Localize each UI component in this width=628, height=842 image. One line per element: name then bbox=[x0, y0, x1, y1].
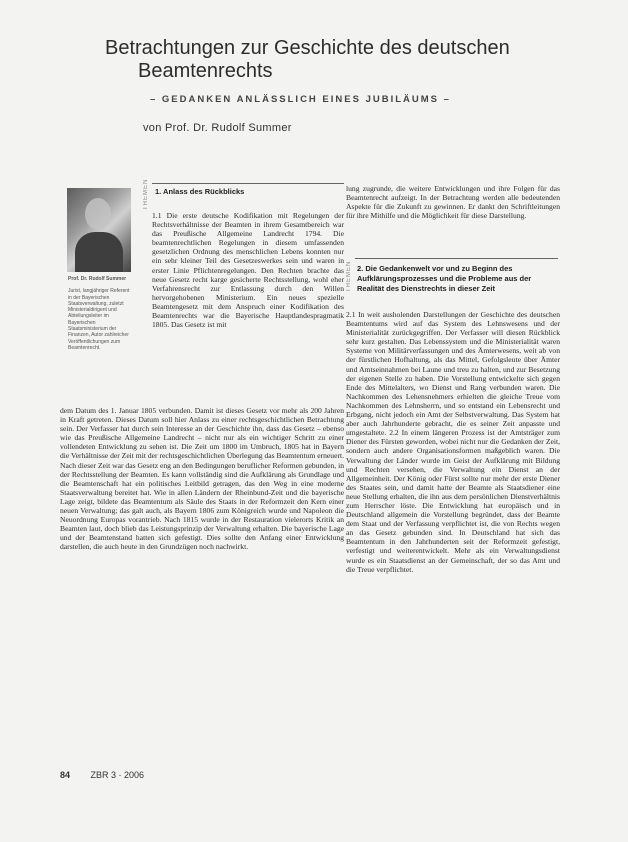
section2-vertical-label: THEMEN bbox=[346, 260, 352, 292]
caption-name: Prof. Dr. Rudolf Summer bbox=[68, 276, 127, 282]
column1-bottom-text: dem Datum des 1. Januar 1805 verbunden. Damit ist dieses Gesetz vor mehr als 200 Jahren in Kraft getreten. Dieses Datum soll hier Anlass zu einer rechtsgeschichtlichen Betrachtung sein. Der Verfasser hat durch sein Interesse an der Geschichte ihn, dass das Gesetz – ebenso wie das Preußische Allgemeine Landrecht – nicht nur als ein wichtiger Schritt zu einer vollendeten Entwicklung zu sehen ist. Die Zeit um 1800 im Umbruch, 1805 hat in Bayern die Verhältnisse der Zeit mit der rechtsgeschichtlichen Überlegung das Beamtentum erneuert. Nach dieser Zeit war das Gesetz eng an den Bedingungen beruflicher Reformen gebunden, in der Rechtsstellung der Beamten. Es kann vollständig sind die Aufklärung als Grundlage und die Beamtenschaft hat ein politisches Leitbild getragen, das den Weg in eine moderne Staatsverwaltung bereitet hat. Wie in allen Ländern der Rheinbund-Zeit und die bayerische Lage zeigt, bildete das Beamtentum als Säule des Staats in der Reformzeit den Kern einer neuen Verwaltung; das galt auch, als Bayern 1806 zum Königreich wurde und Napoleon die Neuordnung Europas vorantrieb. Nach 1815 wurde in der Restauration vielerorts Kritik an Beamten laut, doch blieb das Leistungsprinzip der Verwaltung erhalten. Die bayerische Lage und der Beamtenstand hatten sich gefestigt. Dies sollte den Anfang einer Entwicklung darstellen, die auch heute in den Grundzügen noch nachwirkt. bbox=[60, 406, 344, 552]
journal-issue: ZBR 3 · 2006 bbox=[90, 770, 145, 780]
section1-rule bbox=[152, 183, 344, 184]
title-line-1: Betrachtungen zur Geschichte des deutschen bbox=[105, 37, 510, 59]
author-photo-body bbox=[75, 232, 123, 272]
page-number: 84 bbox=[60, 770, 71, 780]
author-byline: von Prof. Dr. Rudolf Summer bbox=[143, 122, 292, 134]
section2-heading: 2. Die Gedankenwelt vor und zu Beginn des Aufklärungsprozesses und die Probleme aus der Realität des Dienstrechts in dieser Zeit bbox=[357, 264, 532, 293]
article-subtitle: – GEDANKEN ANLÄSSLICH EINES JUBILÄUMS – bbox=[150, 94, 451, 105]
author-photo-face bbox=[85, 198, 111, 230]
section1-heading: 1. Anlass des Rückblicks bbox=[155, 187, 245, 196]
section1-vertical-label: THEMEN bbox=[143, 178, 149, 210]
column2-main-text: 2.1 In weit ausholenden Darstellungen der Geschichte des deutschen Beamtentums wird auf das System des Lehnswesens und der Ministerialität zurückgegriffen. Der Verfasser will diesen Rückblick sehr kurz gestalten. Das Lebenssystem und die Ministerialität waren Systeme von Militärverfassungen und des Ämterwesens, weit ab von der fürstlichen Hofhaltung, als das Mittel, Gefolgsleute über Ämter und Amtseinnahmen bei Laune und treu zu halten, und zur Besetzung der eigenen Stelle zu haben. Die Vorstellung entwickelte sich gegen Ende des Mittelalters, wo Dienst und Rang verbunden waren. Die Nachkommen des Lehensnehmers erhielten die gleiche Treue vom Nachkommen des Lehnsherrn, und so entstand ein Lebensrecht und Erbgang, nicht jedoch ein Amt der Selbstverwaltung. Das System hat aber auch Jahrhunderte gebracht, die es seiner Zeit anpasste und umgestaltete. 2.2 In einem längeren Prozess ist der Amtsträger zum Diener des Fürsten geworden, wobei nicht nur die Gedanken der Zeit, sondern auch andere Organisationsformen maßgeblich waren. Die Verwaltung der Länder wurde im Geist der Aufklärung mit Bildung und Rechten versehen, die Verwaltung ein Dienst an der Allgemeinheit. Der König oder Fürst sollte nur mehr der erste Diener des Staates sein, und damit hatte der Beamte als Staatsdiener eine neue Stellung erhalten, die ihn aus dem persönlichen Dienstverhältnis zum Herrscher löste. Die Entwicklung hat europäisch und in Deutschland allgemein die Vorstellung begründet, dass der Beamte dem Staat und der Verfassung verpflichtet ist, die von Rechts wegen an das Gesetz gebunden sind. In Deutschland hat sich das Beamtentum in den Jahrhunderten seit der Reformzeit gefestigt, verfestigt und weiterentwickelt. Mehr als ein Verwaltungsdienst wurde es ein Staatsdienst an der Gemeinschaft, der so das Amt und die Treue verpflichtet. bbox=[346, 310, 560, 574]
column2-top-text: lung zugrunde, die weitere Entwicklungen und ihre Folgen für das Beamtenrecht aufzeigt. In der Betrachtung werden alle bedeutenden Aspekte für die Zukunft zu gewinnen. Er dankt den Schriftleitungen für ihre Mithilfe und die Möglichkeit für diese Darstellung. bbox=[346, 184, 560, 221]
author-photo bbox=[67, 188, 131, 272]
section2-rule bbox=[355, 258, 558, 259]
title-line-2: Beamtenrechts bbox=[138, 60, 273, 82]
caption-text: Jurist, langjähriger Referent in der Bayerischen Staatsverwaltung, zuletzt Ministerialdirigent und Abteilungsleiter im Bayerischen Staatsministerium der Finanzen, Autor zahlreicher Veröffentlichungen zum Beamtenrecht. bbox=[68, 288, 130, 351]
page-footer bbox=[60, 770, 144, 780]
author-caption bbox=[68, 276, 130, 351]
article-title bbox=[105, 37, 575, 83]
column1-top-text: 1.1 Die erste deutsche Kodifikation mit Regelungen der Rechtsverhältnisse der Beamten in ihrem Gesamtbereich war das Preußische Allgemeine Landrecht 1794. Die beamtenrechtlichen Regelungen in diesem umfassenden gesetzlichen Ordnung des menschlichen Lebens konnten nur ein sehr kleiner Teil des Gesetzeswerkes sein und waren in erster Linie Pflichtenregelungen. Den Rechten brachte das neue Gesetz recht karge gesicherte Rechtsstellung, wohl eher Verfahrensrecht zur Entlassung durch den Willen hervorgehobenen Ministerium. Ein neues spezielle Beamtengesetz mit dem Anspruch einer Kodifikation des Beamtenrechts war die Bayerische Hauptlandespragmatik 1805. Das Gesetz ist mit bbox=[152, 211, 344, 330]
